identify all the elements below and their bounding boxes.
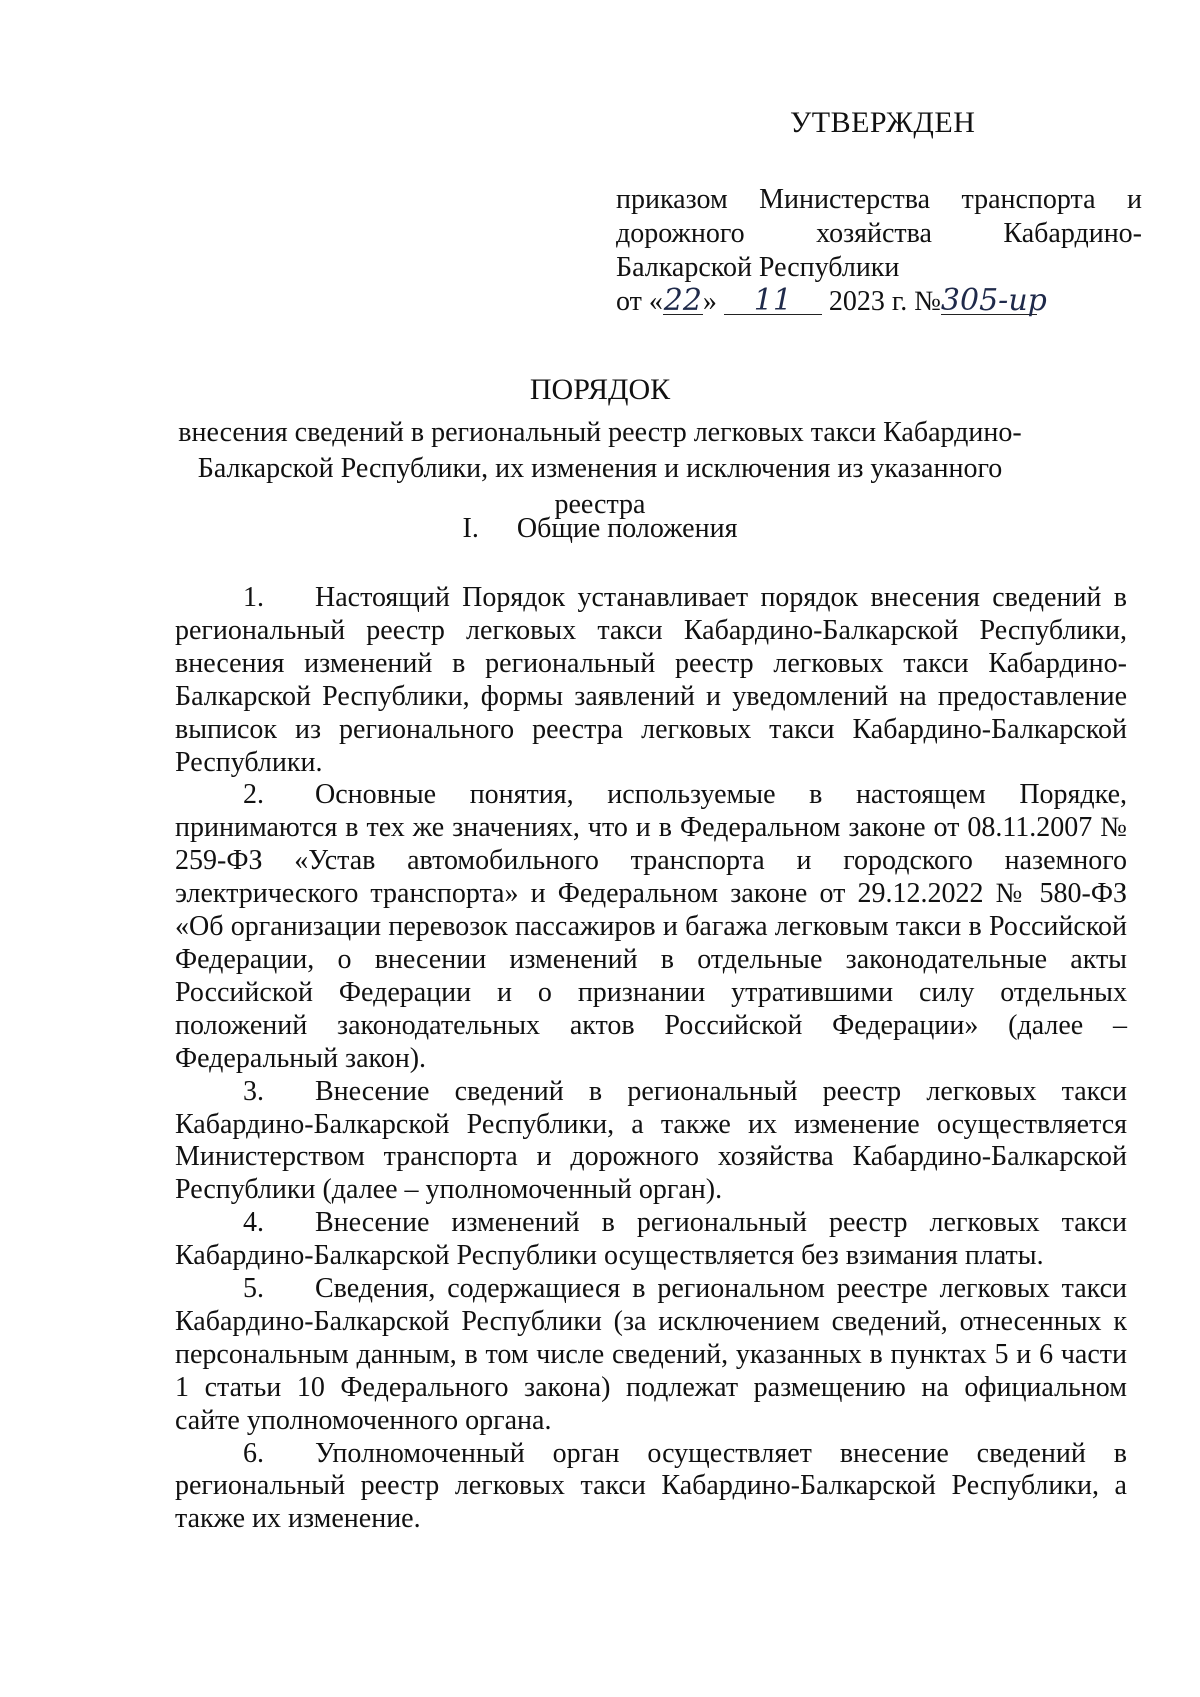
order-reference-line: дорожного хозяйства Кабардино- (616, 218, 1142, 249)
paragraph-number: 5. (243, 1273, 264, 1305)
subtitle-line: внесения сведений в региональный реестр легковых такси Кабардино- (178, 417, 1022, 448)
order-reference (616, 183, 1142, 319)
paragraph-number: 3. (243, 1075, 264, 1107)
paragraph-2 (175, 779, 1127, 1075)
order-date-line (616, 285, 1142, 319)
approval-heading: УТВЕРЖДЕН (790, 106, 976, 139)
section-number: I. (462, 513, 479, 544)
section-name: Общие положения (516, 513, 738, 544)
paragraph-text: Основные понятия, используемые в настоящем Порядке, принимаются в тех же значениях, что и в Федеральном законе от 08.11.2007 № 259-ФЗ «Устав автомобильного транспорта и городского наземного электрического транспорта» и Федеральном законе от 29.12.2022 № 580-ФЗ «Об организации перевозок пассажиров и багажа легковым такси в Российской Федерации, о внесении изменений в отдельные законодательные акты Российской Федерации и о признании утратившими силу отдельных положений законодательных актов Российской Федерации» (далее – Федеральный закон). (175, 779, 1127, 1074)
paragraph-number: 2. (243, 779, 264, 811)
document-title: ПОРЯДОК (529, 373, 671, 406)
paragraph-4 (175, 1207, 1127, 1273)
handwritten-day: 22 (663, 283, 702, 318)
paragraph-number: 4. (243, 1207, 264, 1239)
order-reference-line: Балкарской Республики (616, 252, 900, 283)
section-heading (0, 513, 1200, 545)
paragraph-text: Уполномоченный орган осуществляет внесение сведений в региональный реестр легковых такси Кабардино-Балкарской Республики, а также их изменение. (175, 1437, 1127, 1535)
date-quote-close: » (702, 286, 717, 317)
paragraph-number: 6. (243, 1437, 264, 1469)
paragraph-text: Сведения, содержащиеся в региональном реестре легковых такси Кабардино-Балкарской Республики (за исключением сведений, отнесенных к персональным данным, в том числе сведений, указанных в пунктах 5 и 6 части 1 статьи 10 Федерального закона) подлежат размещению на официальном сайте уполномоченного органа. (175, 1273, 1127, 1436)
paragraph-text: Внесение сведений в региональный реестр легковых такси Кабардино-Балкарской Республики, а также их изменение осуществляется Министерством транспорта и дорожного хозяйства Кабардино-Балкарской Республики (далее – уполномоченный орган). (175, 1075, 1127, 1206)
date-year: 2023 г. № (828, 286, 941, 317)
paragraph-text: Внесение изменений в региональный реестр легковых такси Кабардино-Балкарской Республики осуществляется без взимания платы. (175, 1207, 1127, 1272)
paragraph-1 (175, 582, 1127, 779)
paragraph-3 (175, 1076, 1127, 1208)
paragraph-text: Настоящий Порядок устанавливает порядок внесения сведений в региональный реестр легковых такси Кабардино-Балкарской Республики, внесения изменений в региональный реестр легковых такси Кабардино-Балкарской Республики, формы заявлений и уведомлений на предоставление выписок из регионального реестра легковых такси Кабардино-Балкарской Республики. (175, 582, 1127, 778)
handwritten-order-number: 305-ир (940, 283, 1047, 318)
date-prefix: от « (616, 286, 663, 317)
order-reference-line: приказом Министерства транспорта и (616, 184, 1142, 215)
paragraph-5 (175, 1273, 1127, 1438)
subtitle-line: Балкарской Республики, их изменения и исключения из указанного реестра (197, 453, 1003, 520)
handwritten-month: 11 (724, 288, 822, 315)
document-subtitle (150, 415, 1050, 523)
paragraph-number: 1. (243, 582, 264, 613)
paragraph-6 (175, 1438, 1127, 1537)
document-body (175, 582, 1127, 1536)
